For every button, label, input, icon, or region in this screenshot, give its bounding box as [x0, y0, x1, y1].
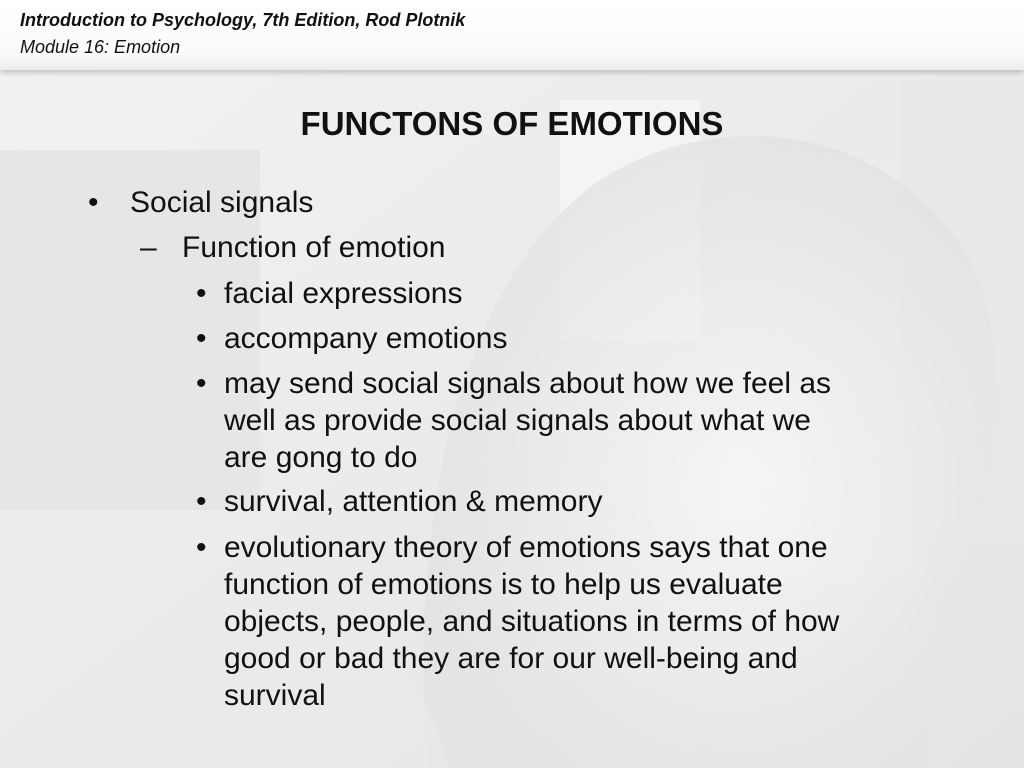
bullet-text-line: are gong to do [224, 441, 418, 474]
bullet-text-line: well as provide social signals about what we [224, 404, 811, 437]
bullet-marker: • [196, 531, 207, 564]
bullet-marker: • [196, 367, 207, 400]
bullet-text-line: good or bad they are for our well-being and [224, 642, 798, 675]
bullet-marker: • [196, 485, 207, 518]
bullet-text: Social signals [130, 186, 314, 219]
book-title: Introduction to Psychology, 7th Edition, Rod Plotnik [20, 10, 466, 30]
module-title: Module 16: Emotion [20, 37, 181, 57]
slide-title: FUNCTONS OF EMOTIONS [300, 105, 724, 142]
bullet-text-line: may send social signals about how we feel as [224, 367, 832, 400]
bullet-text: Function of emotion [182, 231, 446, 264]
bullet-text: facial expressions [224, 277, 463, 310]
bullet-marker: – [140, 231, 157, 264]
bullet-text: survival, attention & memory [224, 485, 603, 518]
bullet-text-line: survival [224, 679, 326, 712]
bullet-marker: • [88, 186, 99, 219]
bullet-text [224, 529, 984, 714]
bullet-text: accompany emotions [224, 322, 508, 355]
bullet-text-line: objects, people, and situations in terms of how [224, 605, 840, 638]
bullet-text-line: function of emotions is to help us evaluate [224, 568, 783, 601]
bullet-marker: • [196, 277, 207, 310]
bullet-marker: • [196, 322, 207, 355]
bullet-text [224, 365, 944, 476]
bullet-text-line: evolutionary theory of emotions says that one [224, 531, 828, 564]
